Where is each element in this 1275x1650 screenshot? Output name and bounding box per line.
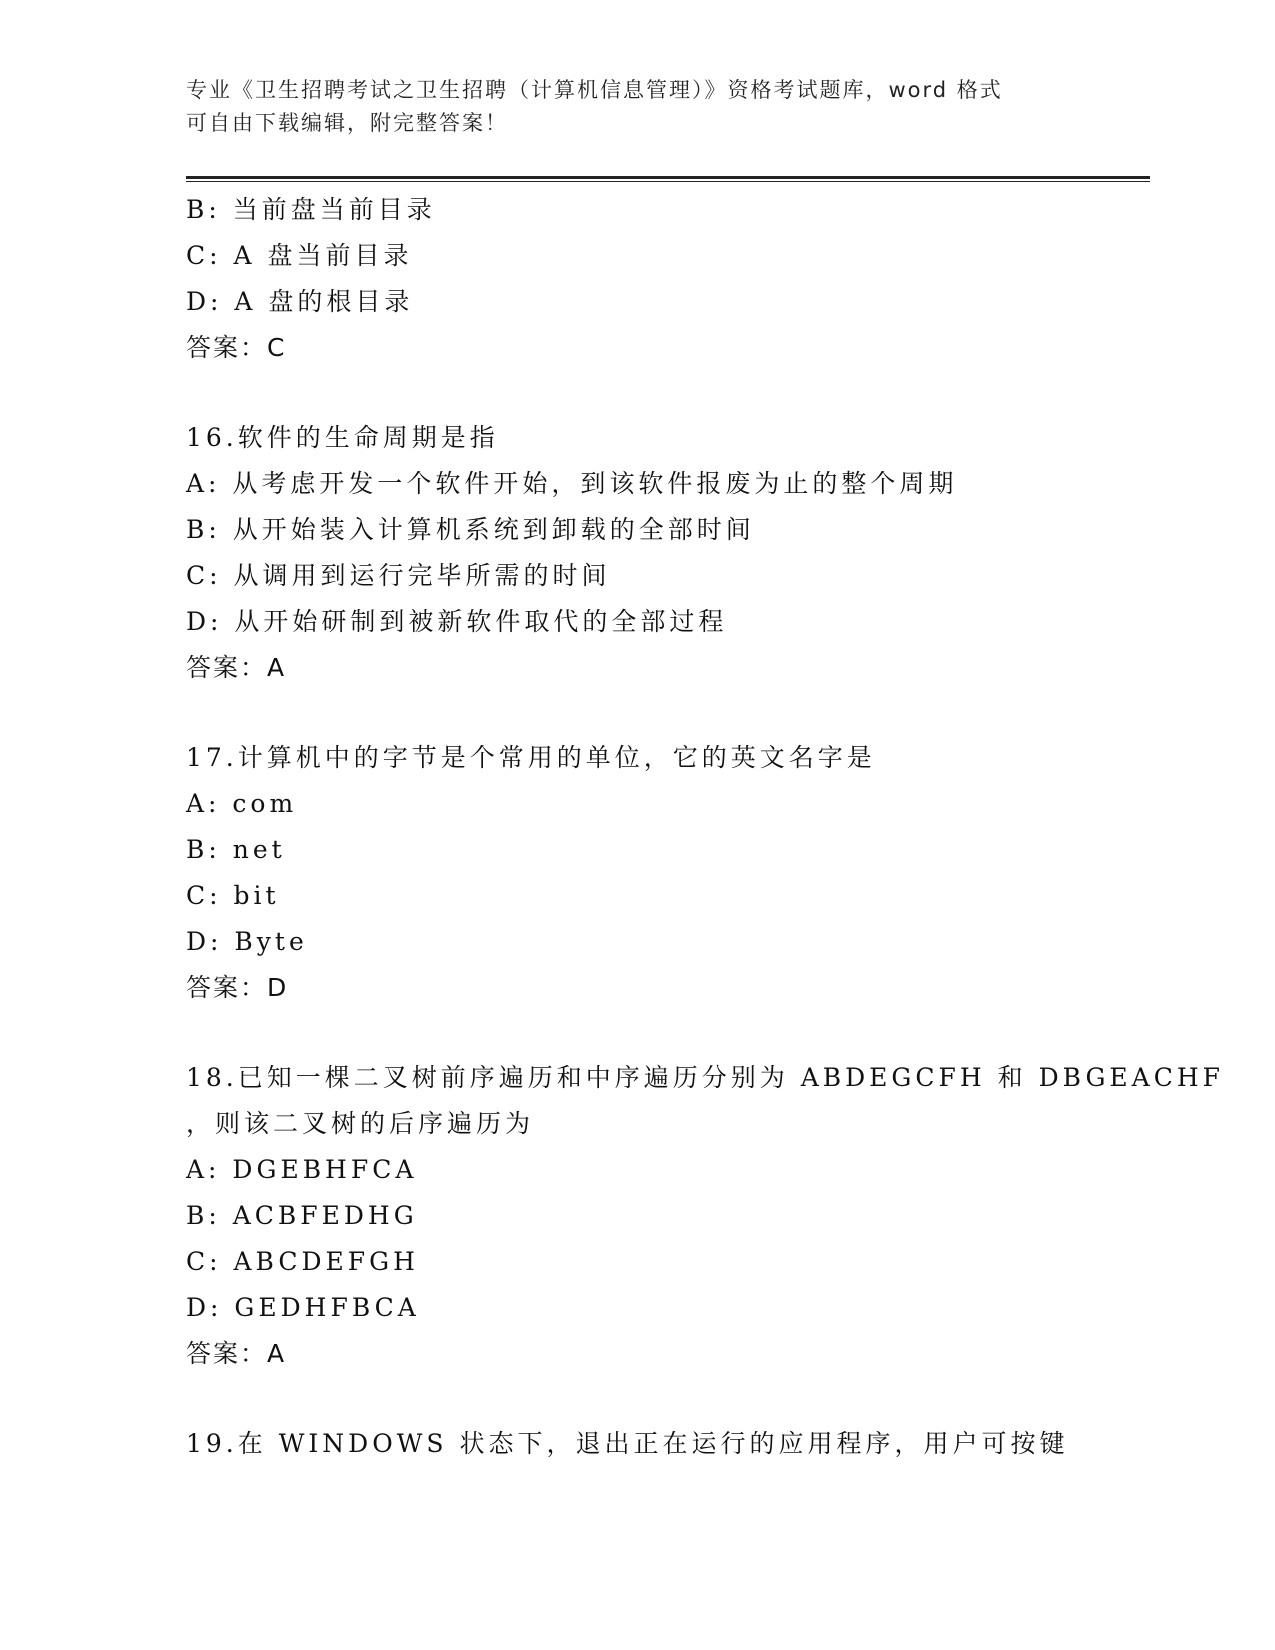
question-text: 19.在 WINDOWS 状态下，退出正在运行的应用程序，用户可按键 xyxy=(186,1429,1069,1458)
option-d: D: GEDHFBCA xyxy=(186,1293,420,1322)
spacer xyxy=(186,1011,1106,1055)
question-16 xyxy=(186,415,1106,691)
question-text-line-1: 18.已知一棵二叉树前序遍历和中序遍历分别为 ABDEGCFH 和 DBGEACHF xyxy=(186,1063,1224,1092)
spacer xyxy=(186,691,1106,735)
spacer xyxy=(186,371,1106,415)
question-list xyxy=(186,187,1224,1467)
answer: 答案：A xyxy=(186,1339,287,1368)
question-18 xyxy=(186,1055,1224,1377)
question-text: 17.计算机中的字节是个常用的单位，它的英文名字是 xyxy=(186,743,876,772)
question-19 xyxy=(186,1421,1106,1467)
header-divider-thick xyxy=(186,176,1150,179)
option-c: C: A 盘当前目录 xyxy=(186,241,413,270)
header-line-1: 专业《卫生招聘考试之卫生招聘（计算机信息管理）》资格考试题库，word 格式 xyxy=(186,78,1003,102)
option-b: B: net xyxy=(186,835,286,864)
option-c: C: 从调用到运行完毕所需的时间 xyxy=(186,561,611,590)
option-d: D: Byte xyxy=(186,927,308,956)
document-header xyxy=(186,74,1086,140)
question-text-line-2: ，则该二叉树的后序遍历为 xyxy=(186,1109,535,1138)
option-b: B: 当前盘当前目录 xyxy=(186,195,436,224)
option-a: A: com xyxy=(186,789,298,818)
option-a: A: 从考虑开发一个软件开始，到该软件报废为止的整个周期 xyxy=(186,469,958,498)
option-d: D: 从开始研制到被新软件取代的全部过程 xyxy=(186,607,728,636)
option-b: B: ACBFEDHG xyxy=(186,1201,418,1230)
option-d: D: A 盘的根目录 xyxy=(186,287,414,316)
option-c: C: bit xyxy=(186,881,280,910)
answer: 答案：A xyxy=(186,653,287,682)
answer: 答案：C xyxy=(186,333,287,362)
header-divider-thin xyxy=(186,181,1150,182)
option-a: A: DGEBHFCA xyxy=(186,1155,418,1184)
option-b: B: 从开始装入计算机系统到卸载的全部时间 xyxy=(186,515,755,544)
option-c: C: ABCDEFGH xyxy=(186,1247,419,1276)
question-text: 16.软件的生命周期是指 xyxy=(186,423,499,452)
question-15 xyxy=(186,187,1106,371)
answer: 答案：D xyxy=(186,973,289,1002)
spacer xyxy=(186,1377,1106,1421)
question-17 xyxy=(186,735,1106,1011)
header-line-2: 可自由下载编辑，附完整答案！ xyxy=(186,111,508,135)
